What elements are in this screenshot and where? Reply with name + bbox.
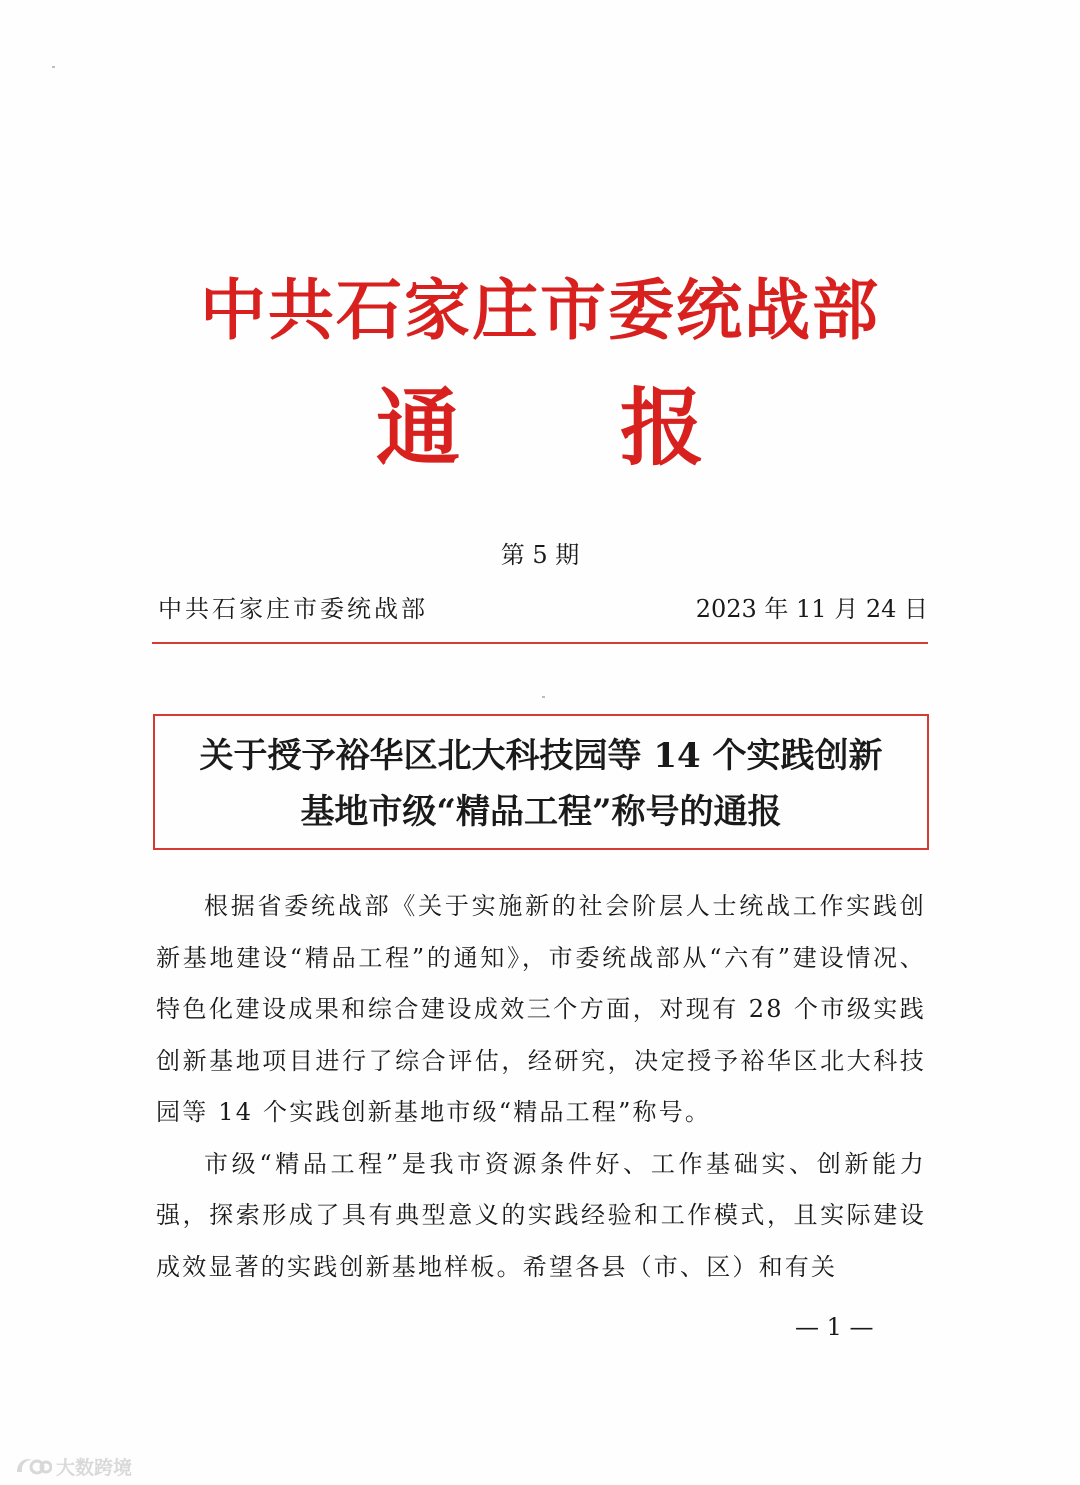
notice-title-box	[153, 714, 929, 850]
watermark	[14, 1452, 132, 1480]
notice-title-line-2: 基地市级“精品工程”称号的通报	[300, 792, 782, 832]
body-paragraph-2: 市级“精品工程”是我市资源条件好、工作基础实、创新能力强，探索形成了具有典型意义的实践经验和工作模式，且实际建设成效显著的实践创新基地样板。希望各县（市、区）和有关	[156, 1149, 926, 1281]
watermark-logo-icon	[14, 1454, 52, 1478]
issuer-header-title: 中共石家庄市委统战部	[200, 271, 880, 349]
notice-body	[156, 881, 926, 1293]
scan-speck	[52, 66, 55, 68]
watermark-text: 大数跨境	[56, 1456, 133, 1479]
body-paragraph-1: 根据省委统战部《关于实施新的社会阶层人士统战工作实践创新基地建设“精品工程”的通知》，市委统战部从“六有”建设情况、特色化建设成果和综合建设成效三个方面，对现有 28 个市级实践创新基地项目进行了综合评估，经研究，决定授予裕华区北大科技园等 14 个实践创新基地市级“精品工程”称号。	[156, 892, 926, 1126]
notice-title-line-1: 关于授予裕华区北大科技园等 14 个实践创新	[199, 736, 883, 776]
issuer-name: 中共石家庄市委统战部	[158, 595, 428, 623]
issuer-date-row	[158, 592, 928, 626]
scan-speck	[542, 696, 545, 698]
document-type-title: 通报	[375, 378, 864, 477]
issue-number: 第 5 期	[500, 541, 580, 569]
page-number: — 1 —	[795, 1313, 874, 1341]
issue-date: 2023 年 11 月 24 日	[695, 595, 928, 623]
red-divider-rule	[152, 642, 928, 644]
